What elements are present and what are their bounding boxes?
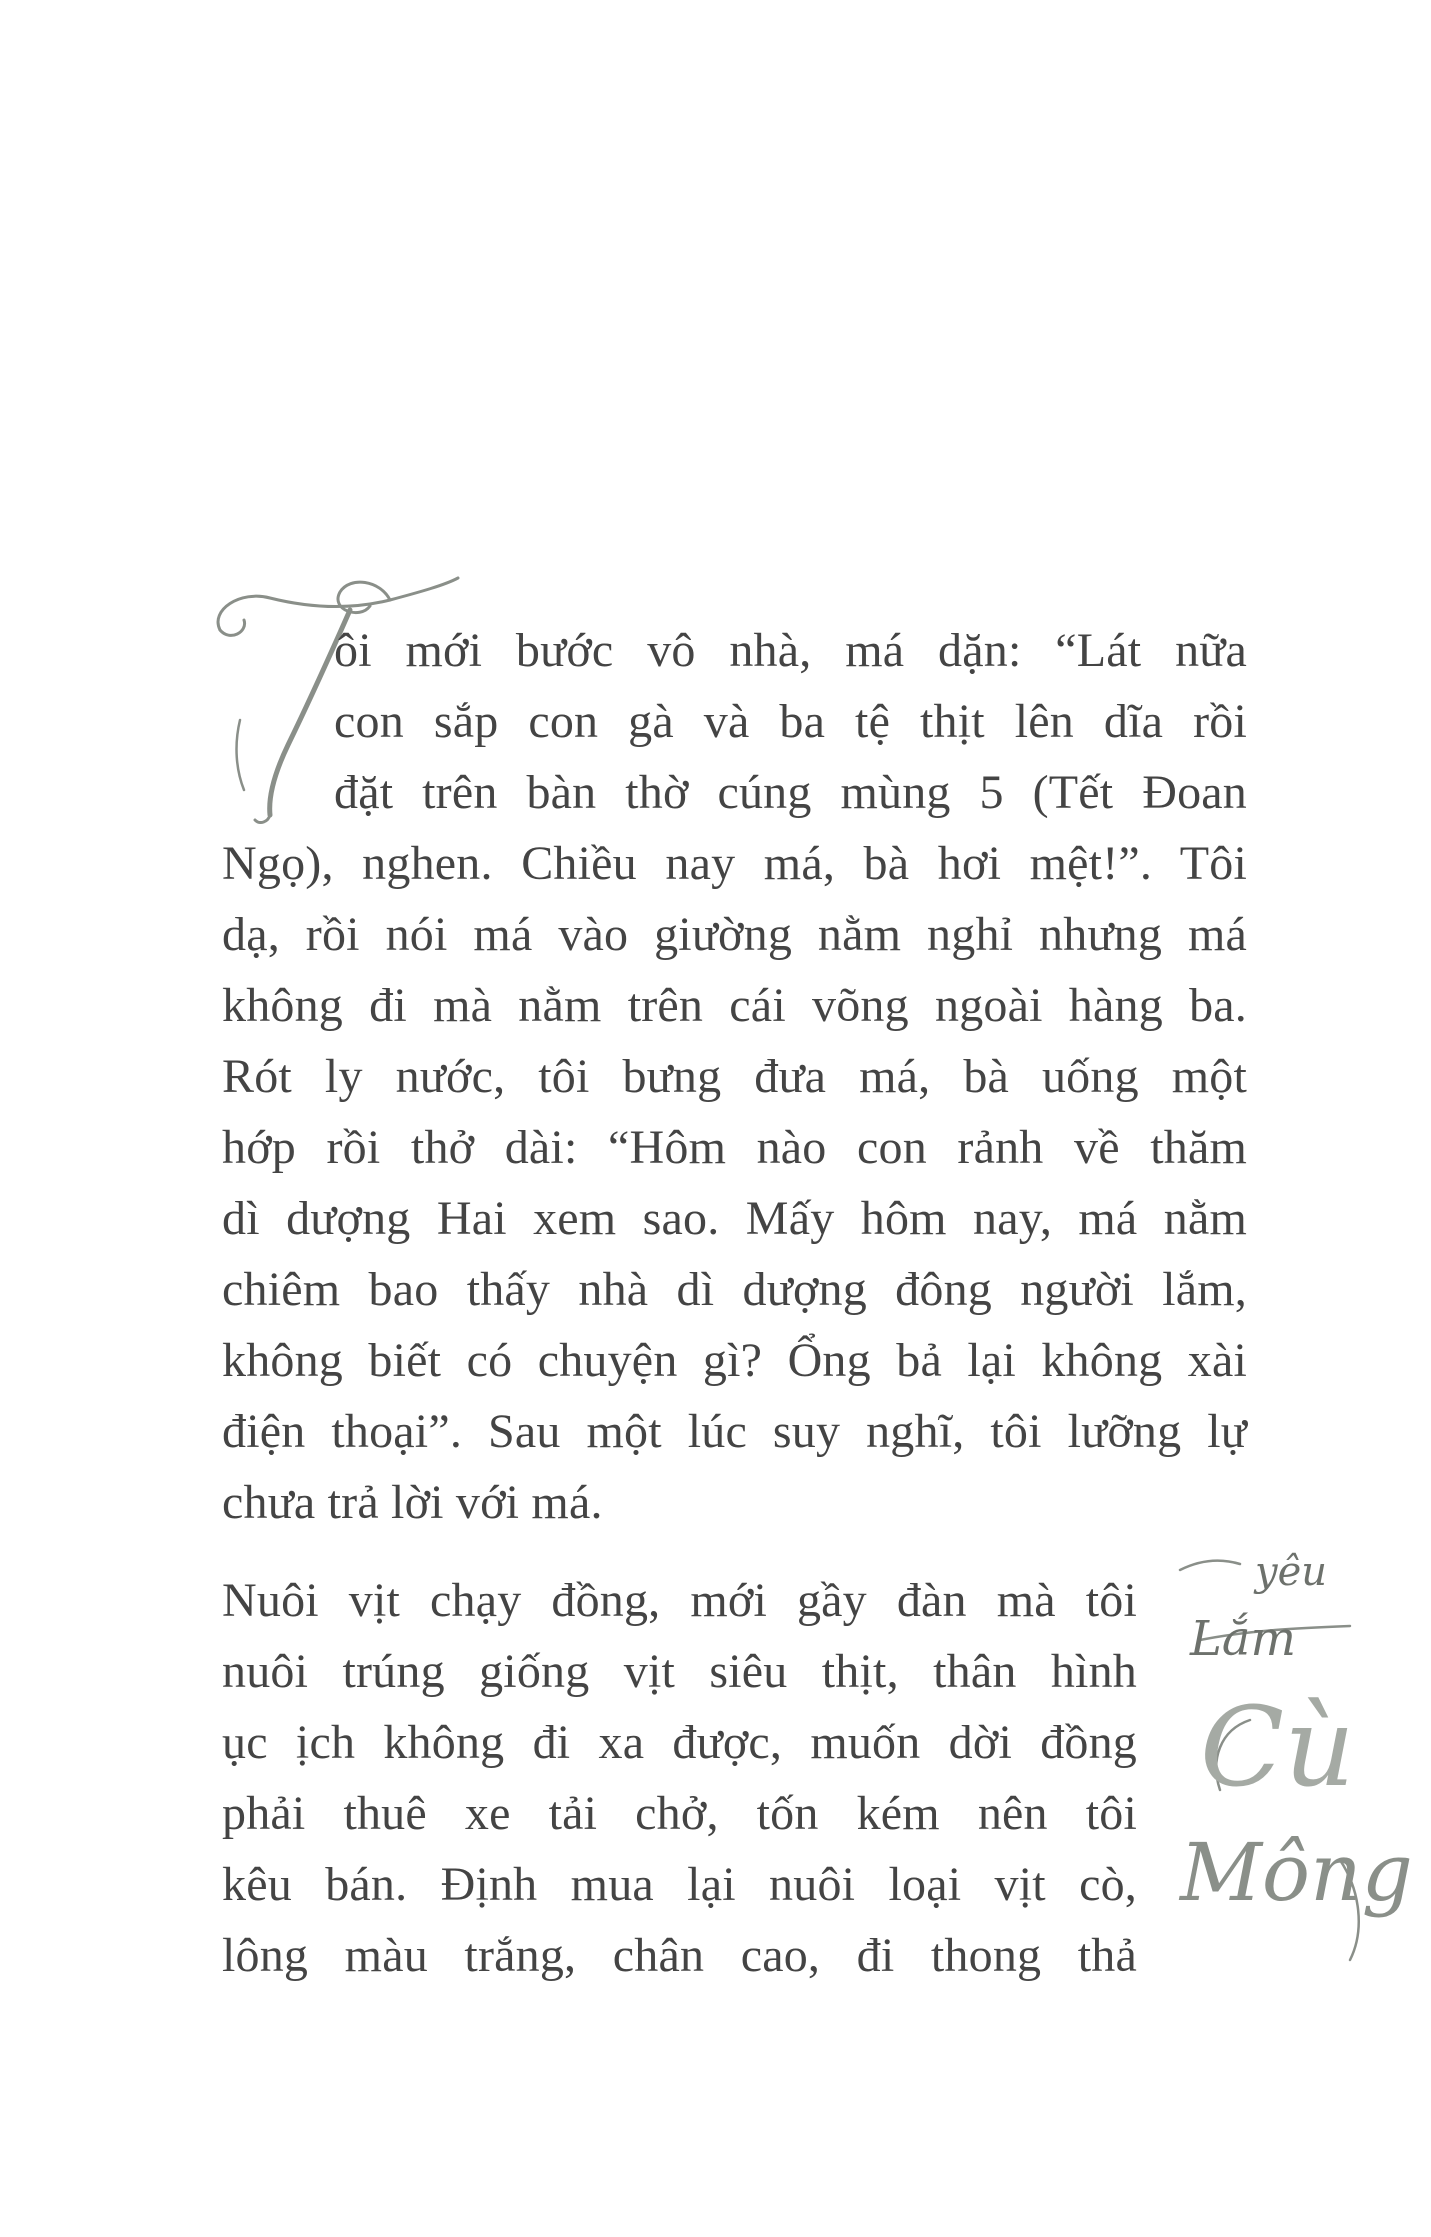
paragraph-2-line: lông màu trắng, chân cao, đi thong thả: [222, 1929, 1137, 1982]
paragraph-2-line: Nuôi vịt chạy đồng, mới gầy đàn mà tôi: [222, 1574, 1137, 1627]
paragraph-1-line: dì dượng Hai xem sao. Mấy hôm nay, má nằm: [222, 1192, 1247, 1245]
paragraph-1-line: không đi mà nằm trên cái võng ngoài hàng ba.: [222, 979, 1247, 1032]
paragraph-2: [222, 1565, 1137, 1991]
paragraph-2-line: phải thuê xe tải chở, tốn kém nên tôi: [222, 1787, 1137, 1840]
paragraph-2-line: nuôi trúng giống vịt siêu thịt, thân hình: [222, 1645, 1137, 1698]
paragraph-1-line: điện thoại”. Sau một lúc suy nghĩ, tôi lưỡng lự: [222, 1405, 1247, 1458]
paragraph-1-line: Rót ly nước, tôi bưng đưa má, bà uống một: [222, 1050, 1247, 1103]
paragraph-1-line: chiêm bao thấy nhà dì dượng đông người lắm,: [222, 1263, 1247, 1316]
paragraph-1-line: con sắp con gà và ba tệ thịt lên dĩa rồi: [334, 695, 1247, 748]
logo-word-yeu: yêu: [1255, 1549, 1328, 1595]
paragraph-1-line: Ngọ), nghen. Chiều nay má, bà hơi mệt!”. Tôi: [222, 837, 1247, 890]
paragraph-1-line: chưa trả lời với má.: [222, 1476, 603, 1529]
paragraph-2-line: ục ịch không đi xa được, muốn dời đồng: [222, 1716, 1137, 1769]
paragraph-1: [222, 615, 1247, 1538]
paragraph-1-line: không biết có chuyện gì? Ổng bả lại không xài: [222, 1334, 1247, 1387]
paragraph-2-line: kêu bán. Định mua lại nuôi loại vịt cò,: [222, 1858, 1137, 1911]
paragraph-1-line: dạ, rồi nói má vào giường nằm nghỉ nhưng má: [222, 908, 1247, 961]
logo-word-cu: Cù: [1200, 1683, 1356, 1811]
paragraph-1-line: đặt trên bàn thờ cúng mùng 5 (Tết Đoan: [334, 766, 1247, 819]
logo-word-lam: Lắm: [1190, 1611, 1297, 1667]
book-title-logo: [1160, 1530, 1420, 1970]
logo-word-mong: Mông: [1180, 1826, 1413, 1919]
paragraph-1-line: ôi mới bước vô nhà, má dặn: “Lát nữa: [334, 624, 1247, 677]
paragraph-1-line: hớp rồi thở dài: “Hôm nào con rảnh về thăm: [222, 1121, 1247, 1174]
